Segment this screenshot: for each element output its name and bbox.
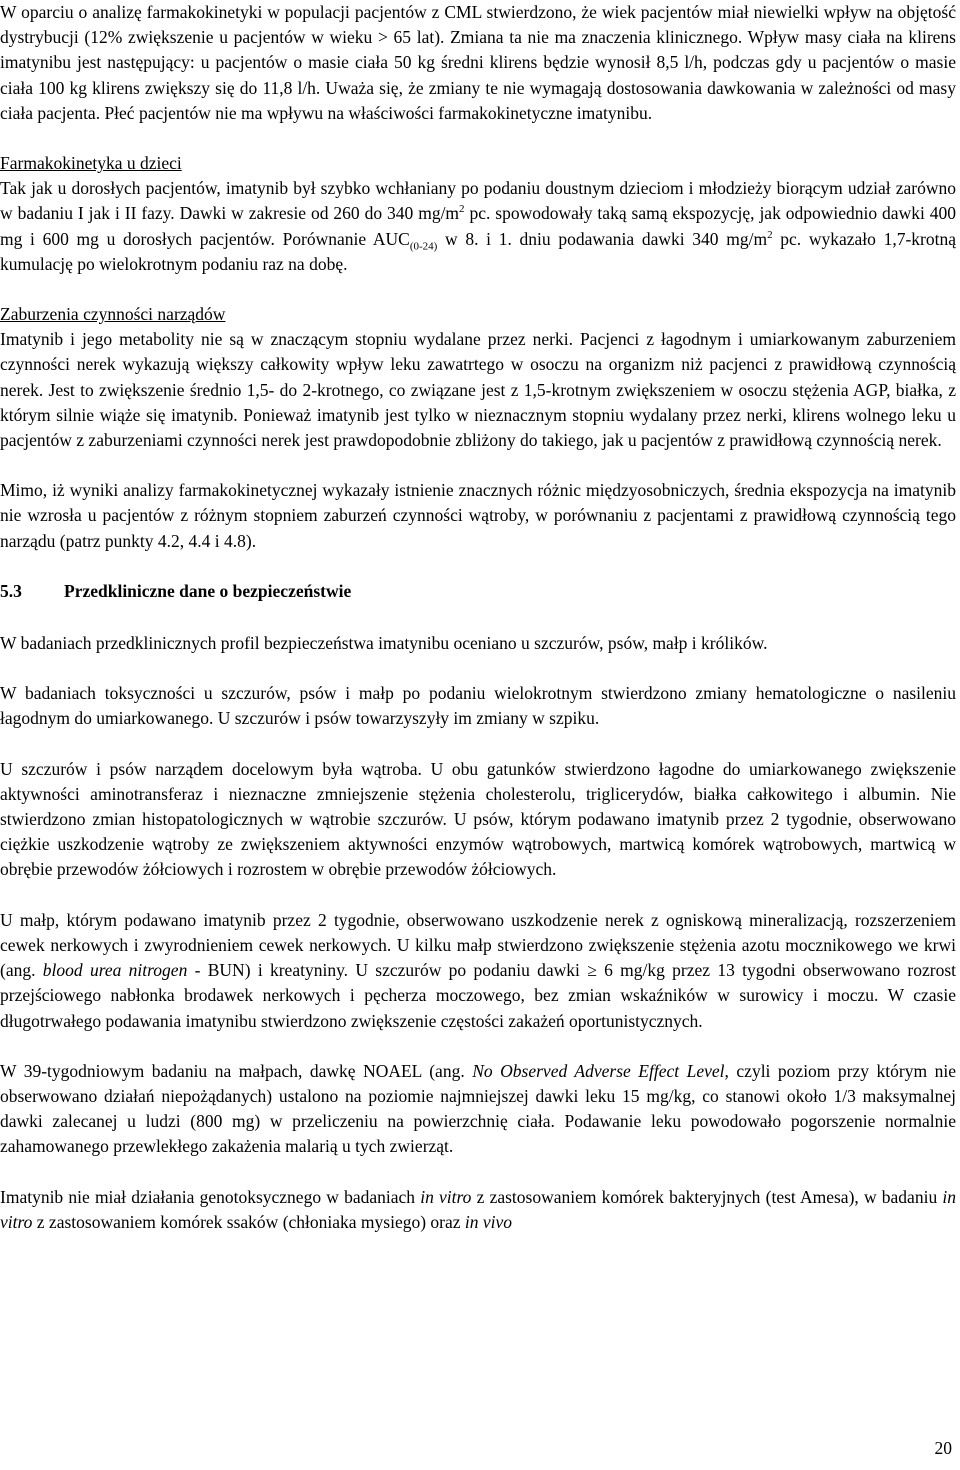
heading-pediatric-pk-text: Farmakokinetyka u dzieci [0, 153, 182, 174]
paragraph-renal-impairment: Imatynib i jego metabolity nie są w znaczącym stopniu wydalane przez nerki. Pacjenci z łagodnym i umiarkowanym zaburzeniem czynności nerek wykazują większy całkowity wpływ leku zawatrtego w osoczu na organizm niż pacjenci z prawidłową czynnością nerek. Jest to zwiększenie średnio 1,5- do 2-krotnego, co związane jest z 1,5-krotnym zwiększeniem w osoczu stężenia AGP, białka, z którym silnie wiąże się imatynib. Ponieważ imatynib jest tylko w nieznacznym stopniu wydalany przez nerki, klirens wolnego leku u pacjentów z zaburzeniami czynności nerek jest prawdopodobnie zbliżony do takiego, jak u pacjentów z prawidłową czynnością nerek. [0, 329, 956, 451]
italic-text: No Observed Adverse Effect Level [472, 1060, 725, 1081]
page-number: 20 [934, 1438, 952, 1458]
superscript: 2 [767, 228, 773, 241]
text-run: W 39-tygodniowym badaniu na małpach, dawkę NOAEL (ang. [0, 1060, 473, 1081]
subscript: (0-24) [409, 240, 438, 253]
heading-pediatric-pk [0, 151, 956, 176]
superscript: 2 [459, 203, 465, 216]
paragraph-monkey-kidney [0, 908, 956, 1034]
paragraph-preclinical-profile: W badaniach przedklinicznych profil bezpieczeństwa imatynibu oceniano u szczurów, psów, małp i królików. [0, 633, 768, 654]
section-number: 5.3 [0, 580, 22, 601]
italic-text: in vitro [0, 1186, 957, 1232]
text-run: z zastosowaniem komórek bakteryjnych (test Amesa), w badaniu [471, 1186, 943, 1207]
text-run: Imatynib nie miał działania genotoksycznego w badaniach [0, 1186, 421, 1207]
paragraph-liver-target: U szczurów i psów narządem docelowym była wątroba. U obu gatunków stwierdzono łagodne do umiarkowanego zwiększenie aktywności aminotransferaz i nieznaczne zmniejszenie stężenia cholesterolu, triglicerydów, białka całkowitego i albumin. Nie stwierdzono zmian histopatologicznych w wątrobie szczurów. U psów, którym podawano imatynib przez 2 tygodnie, obserwowano ciężkie uszkodzenie wątroby ze zwiększeniem aktywności enzymów wątrobowych, martwicą komórek wątrobowych, martwicą w obrębie przewodów żółciowych i rozrostem w obrębie przewodów żółciowych. [0, 758, 956, 880]
italic-text: in vivo [464, 1211, 513, 1232]
paragraph-toxicity-hematology: W badaniach toksyczności u szczurów, psów i małp po podaniu wielokrotnym stwierdzono zmiany hematologiczne o nasileniu łagodnym do umiarkowanego. U szczurów i psów towarzyszyły im zmiany w szpiku. [0, 683, 956, 729]
heading-organ-impairment-text: Zaburzenia czynności narządów [0, 304, 226, 325]
text-run: Tak jak u dorosłych pacjentów, imatynib był szybko wchłaniany po podaniu doustnym dzieciom i młodzieży biorącym udział zarówno w badaniu I jak i II fazy. Dawki w zakresie od 260 do 340 mg/m [0, 178, 956, 224]
text-run: U małp, którym podawano imatynib przez 2 tygodnie, obserwowano uszkodzenie nerek z ogniskową mineralizacją, rozszerzeniem cewek nerkowych i zwyrodnieniem cewek nerkowych. U kilku małp stwierdzono zwiększenie stężenia azotu mocznikowego we krwi (ang. [0, 909, 956, 981]
italic-text: blood urea nitrogen [42, 960, 188, 981]
section-heading-5-3 [0, 579, 956, 604]
text-run: w 8. i 1. dniu podawania dawki 340 mg/m [437, 228, 768, 249]
paragraph-genotoxicity [0, 1185, 956, 1235]
section-title: Przedkliniczne dane o bezpieczeństwie [64, 580, 352, 601]
text-run: z zastosowaniem komórek ssaków (chłoniaka mysiego) oraz [32, 1211, 465, 1232]
paragraph-noael [0, 1059, 956, 1160]
paragraph-hepatic-impairment: Mimo, iż wyniki analizy farmakokinetycznej wykazały istnienie znacznych różnic międzyosobniczych, średnia ekspozycja na imatynib nie wzrosła u pacjentów z różnym stopniem zaburzeń czynności wątroby, w porównaniu z pacjentami z prawidłową czynnością tego narządu (patrz punkty 4.2, 4.4 i 4.8). [0, 480, 956, 551]
text-run: , czyli poziom przy którym nie obserwowano działań niepożądanych) ustalono na poziomie najmniejszej dawki leku 15 mg/kg, co stanowi około 1/3 maksymalnej dawki zalecanej u ludzi (800 mg) w przeliczeniu na powierzchnię ciała. Podawanie leku powodowało pogorszenie normalnie zahamowanego przewlekłego zakażenia malarią u tych zwierząt. [0, 1060, 956, 1157]
paragraph-population-pk: W oparciu o analizę farmakokinetyki w populacji pacjentów z CML stwierdzono, że wiek pacjentów miał niewielki wpływ na objętość dystrybucji (12% zwiększenie u pacjentów w wieku > 65 lat). Zmiana ta nie ma znaczenia klinicznego. Wpływ masy ciała na klirens imatynibu jest następujący: u pacjentów o masie ciała 50 kg średni klirens będzie wynosił 8,5 l/h, podczas gdy u pacjentów o masie ciała 100 kg klirens zwiększy się do 11,8 l/h. Uważa się, że zmiany te nie wymagają dostosowania dawkowania w zależności od masy ciała pacjenta. Płeć pacjentów nie ma wpływu na właściwości farmakokinetyczne imatynibu. [0, 2, 956, 123]
italic-text: in vitro [420, 1186, 472, 1207]
text-run: pc. spowodowały taką samą ekspozycję, jak odpowiednio dawki 400 mg i 600 mg u dorosłych pacjentów. Porównanie AUC [0, 203, 956, 249]
heading-organ-impairment [0, 302, 956, 327]
text-run: pc. wykazało 1,7-krotną kumulację po wielokrotnym podaniu raz na dobę. [0, 228, 956, 274]
text-run: - BUN) i kreatyniny. U szczurów po podaniu dawki ≥ 6 mg/kg przez 13 tygodni obserwowano rozrost przejściowego nabłonka brodawek nerkowych i pęcherza moczowego, bez zmian wskaźników w surowicy i moczu. W czasie długotrwałego podawania imatynibu stwierdzono zwiększenie częstości zakażeń oportunistycznych. [0, 960, 956, 1031]
paragraph-pediatric-pk [0, 176, 956, 277]
